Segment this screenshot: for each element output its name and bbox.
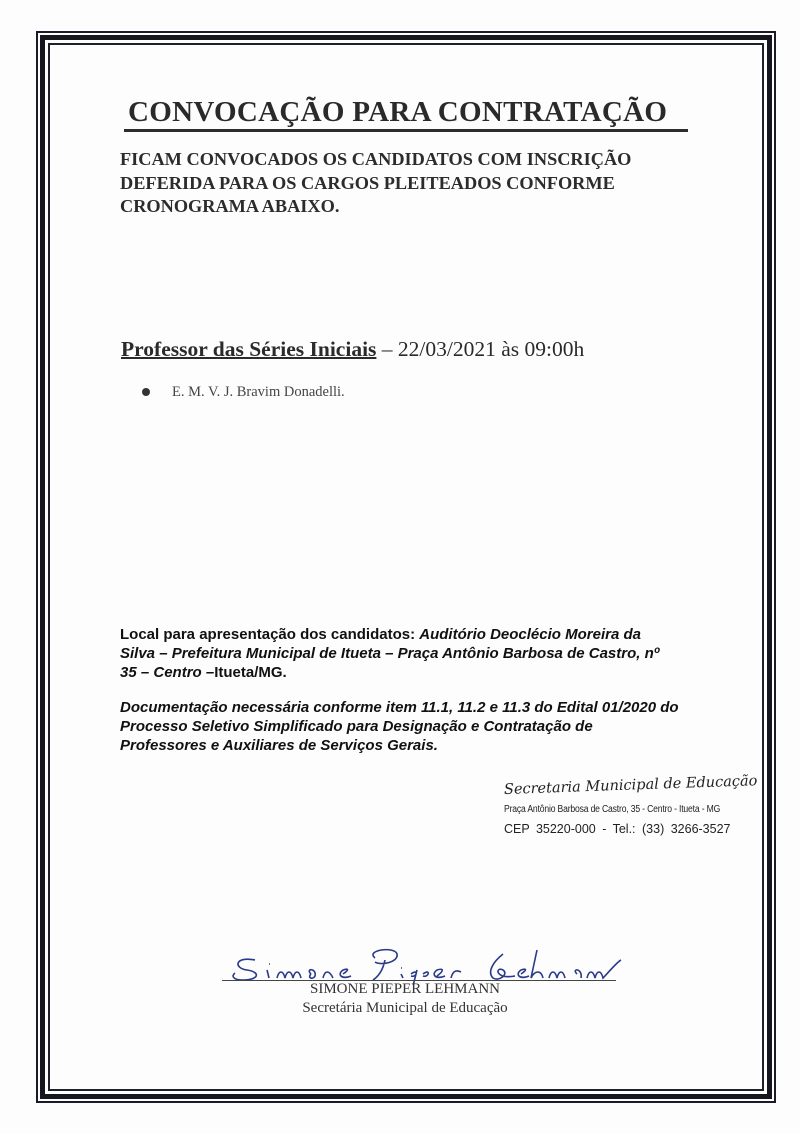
bullet-icon [142,388,150,396]
location-city: Itueta/MG. [214,664,287,681]
intro-line: DEFERIDA PARA OS CARGOS PLEITEADOS CONFORME [120,172,615,193]
stamp-title: Secretaria Municipal de Educação [503,773,758,798]
document-title: CONVOCAÇÃO PARA CONTRATAÇÃO [128,96,668,128]
stamp-address: Praça Antônio Barbosa de Castro, 35 - Centro - Itueta - MG [504,804,721,815]
school-item [142,384,345,401]
handwritten-signature [225,940,625,985]
intro-paragraph [120,148,680,219]
school-list [142,384,345,401]
signer-role: Secretária Municipal de Educação [302,1000,508,1016]
role-heading [121,337,584,362]
intro-line: FICAM CONVOCADOS OS CANDIDATOS COM INSCRIÇÃO [120,149,632,169]
location-label: Local para apresentação dos candidatos: [120,626,420,643]
location-value: Auditório Deoclécio Moreira da Silva – Prefeitura Municipal de Itueta – Praça Antônio Barbosa de Castro, nº 35 – Centro – [120,626,660,681]
school-name: E. M. V. J. Bravim Donadelli. [172,384,345,400]
signer-name: SIMONE PIEPER LEHMANN [309,981,500,997]
intro-line: CRONOGRAMA ABAIXO. [120,196,340,216]
role-schedule: – 22/03/2021 às 09:00h [376,337,585,361]
title-underline [124,129,688,132]
location-paragraph [120,625,680,682]
documentation-paragraph: Documentação necessária conforme item 11.1, 11.2 e 11.3 do Edital 01/2020 do Processo Seletivo Simplificado para Designação e Contratação de Professores e Auxiliares de Serviços Gerais. [120,699,679,754]
stamp-contact: CEP 35220-000 - Tel.: (33) 3266-3527 [504,822,731,836]
role-name: Professor das Séries Iniciais [121,337,377,361]
institution-stamp [503,773,758,836]
